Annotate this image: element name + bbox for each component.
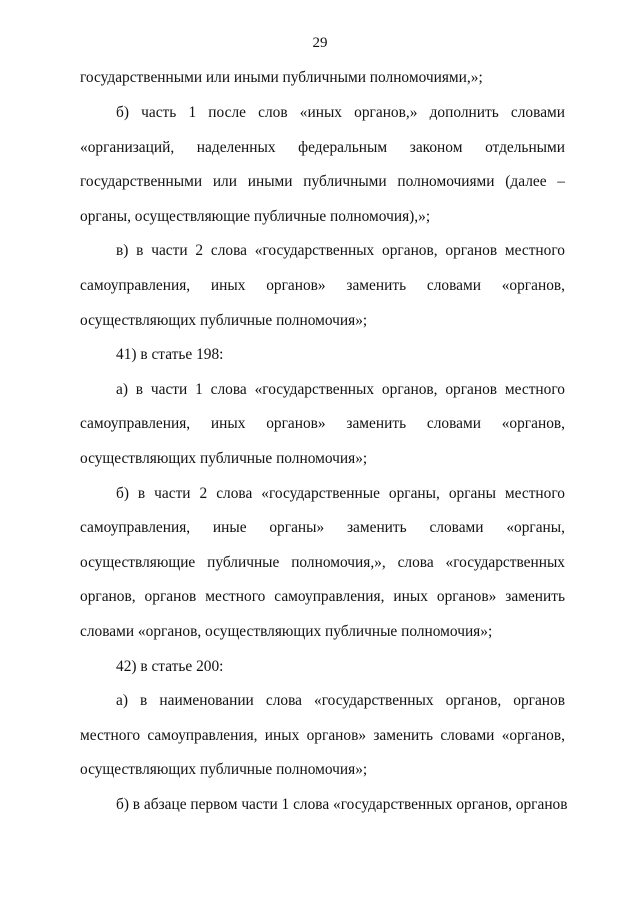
text-line: б) в абзаце первом части 1 слова «государственных органов, органов (116, 796, 568, 813)
text-line: осуществляющие публичные полномочия,», слова «государственных (80, 554, 565, 571)
text-line: органов, органов местного самоуправления, иных органов» заменить (80, 588, 565, 605)
text-line: «организаций, наделенных федеральным законом отдельными (80, 139, 565, 156)
text-line: словами «органов, осуществляющих публичные полномочия»; (80, 623, 493, 640)
text-line: самоуправления, иные органы» заменить словами «органы, (80, 519, 565, 536)
text-line: а) в части 1 слова «государственных органов, органов местного (116, 381, 565, 398)
text-line: 42) в статье 200: (116, 658, 224, 675)
text-line: органы, осуществляющие публичные полномочия),»; (80, 208, 431, 225)
text-line: осуществляющих публичные полномочия»; (80, 312, 368, 329)
text-line: самоуправления, иных органов» заменить словами «органов, (80, 415, 565, 432)
text-line: осуществляющих публичные полномочия»; (80, 761, 368, 778)
text-line: а) в наименовании слова «государственных органов, органов (116, 692, 565, 709)
text-line: б) часть 1 после слов «иных органов,» дополнить словами (116, 104, 565, 121)
text-line: государственными или иными публичными полномочиями,»; (80, 69, 483, 86)
text-line: осуществляющих публичные полномочия»; (80, 450, 368, 467)
text-line: в) в части 2 слова «государственных органов, органов местного (116, 242, 565, 259)
text-line: самоуправления, иных органов» заменить словами «органов, (80, 277, 565, 294)
text-line: б) в части 2 слова «государственные органы, органы местного (116, 485, 565, 502)
text-line: государственными или иными публичными полномочиями (далее – (80, 173, 565, 190)
text-line: местного самоуправления, иных органов» заменить словами «органов, (80, 727, 565, 744)
text-line: 41) в статье 198: (116, 346, 224, 363)
page-number: 29 (312, 35, 328, 51)
